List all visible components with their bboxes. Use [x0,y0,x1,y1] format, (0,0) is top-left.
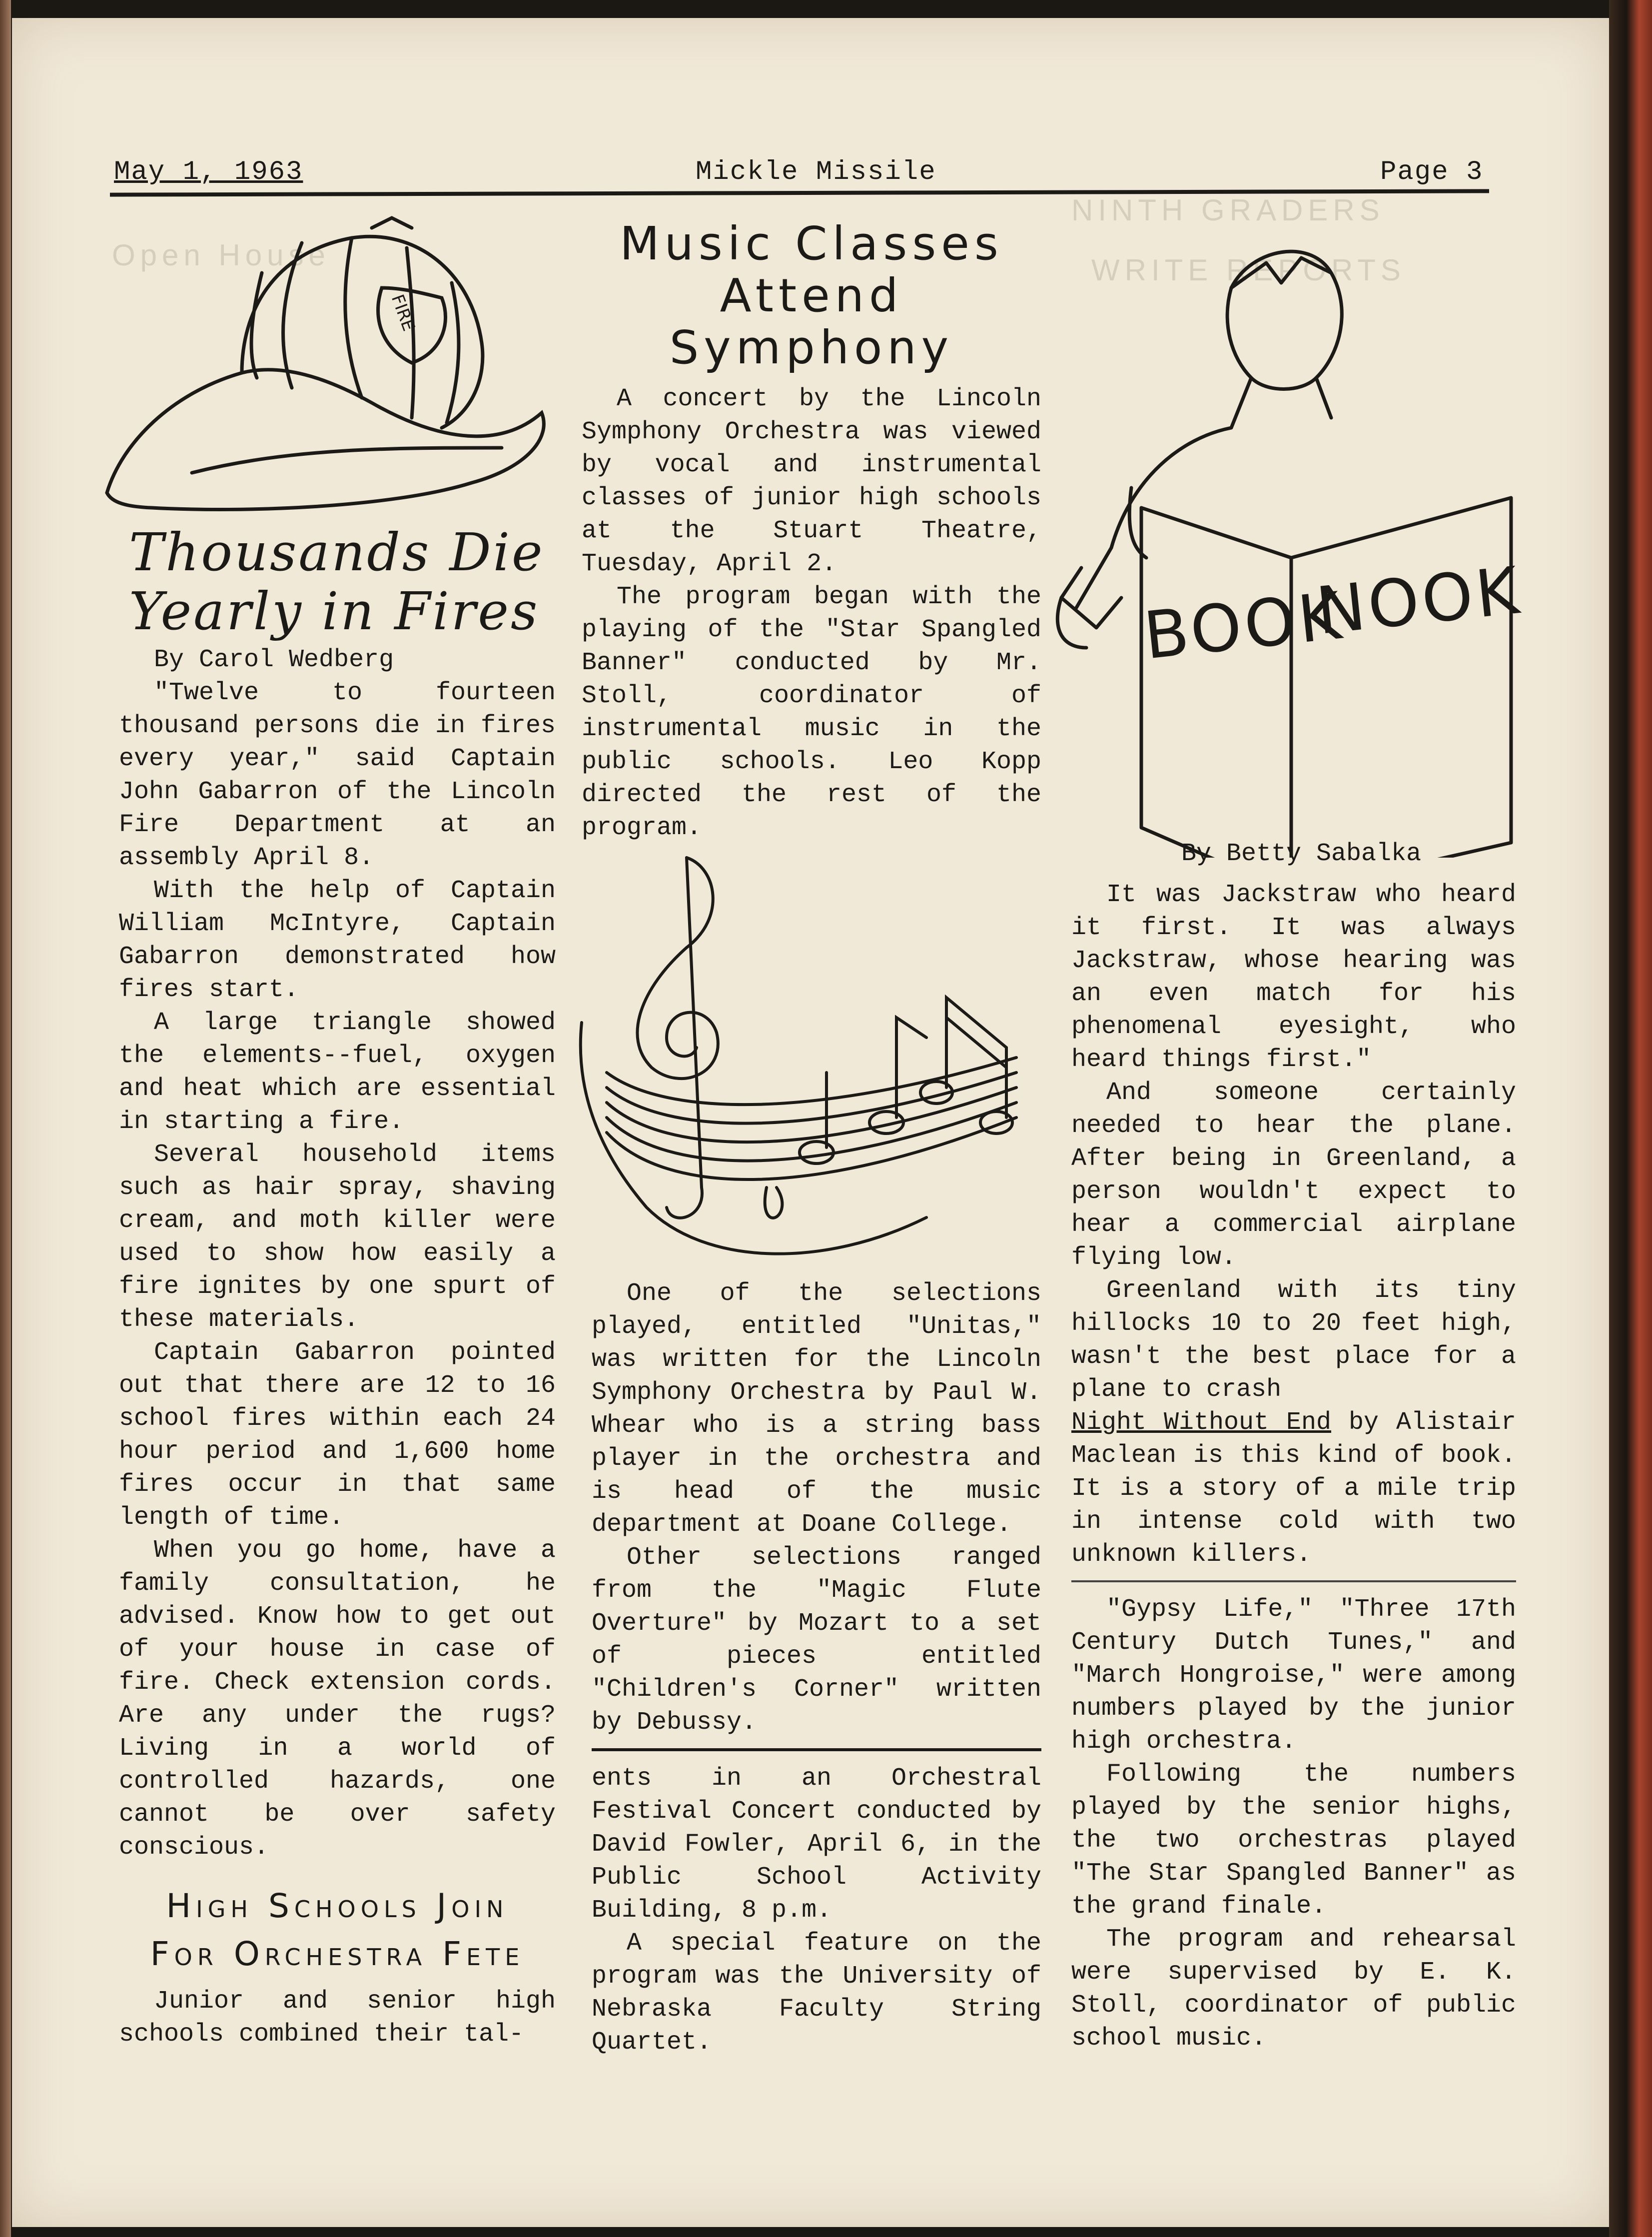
issue-date: May 1, 1963 [114,157,303,187]
helmet-label: FIRE [387,292,419,334]
fete-continuation-2: A special feature on the program was the University of Nebraska Faculty String Quartet. [592,1929,1041,2057]
paper-title: Mickle Missile [696,157,936,187]
book-sign-word-2: NOOK [1313,552,1525,650]
fete-headline-line2: For Orchestra Fete [150,1935,525,1973]
fires-paragraph-2: With the help of Captain William McIntyre, Captain Gabarron demonstrated how fires start. [119,877,556,1004]
fires-paragraph-5: Captain Gabarron pointed out that there are 12 to 16 school fires within each 24 hour period and 1,600 home fires occur in that same length of time. [119,1338,556,1532]
fire-helmet-illustration [92,213,562,513]
fires-headline-line1: Thousands Die [129,522,545,583]
symphony-paragraph-2: The program began with the playing of the "Star Spangled Banner" conducted by Mr. Stoll, coordinator of instrumental music in the public schools. Leo Kopp directed the rest of the program. [582,583,1041,842]
section-divider [592,1748,1041,1751]
page-edge-right [1609,0,1652,2237]
fete-continuation-1: ents in an Orchestral Festival Concert conducted by David Fowler, April 6, in the Public School Activity Building, 8 p.m. [592,1764,1041,1925]
book-paragraph-2: And someone certainly needed to hear the plane. After being in Greenland, a person wouldn't expect to hear a commercial airplane flying low. [1071,1079,1516,1272]
book-paragraph-3: Greenland with its tiny hillocks 10 to 20 feet high, wasn't the best place for a plane to crash [1071,1276,1516,1404]
column-2 [582,218,1041,845]
orchestra-cont-paragraph-3: The program and rehearsal were supervised by E. K. Stoll, coordinator of public school music. [1071,1925,1516,2053]
column-3 [1071,838,1516,2055]
fete-headline-line1: High Schools Join [166,1887,509,1925]
book-paragraph-4 [1071,1406,1516,1571]
fires-headline-line2: Yearly in Fires [129,581,540,642]
book-paragraph-1: It was Jackstraw who heard it first. It was always Jackstraw, whose hearing was an even match for his phenomenal eyesight, who heard things first." [1071,881,1516,1074]
fires-byline: By Carol Wedberg [154,646,394,674]
book-title: Night Without End [1071,1408,1332,1437]
symphony-headline-line1: Music Classes [620,217,1003,270]
page-header [101,147,1490,192]
bleed-heading-1: NINTH GRADERS [1071,193,1385,227]
music-notes-illustration [567,838,1066,1287]
page-number: Page 3 [1380,157,1484,187]
column-2-bottom [592,1277,1041,2059]
symphony-paragraph-4: Other selections ranged from the "Magic Flute Overture" by Mozart to a set of pieces entitled "Children's Corner" written by Debussy. [592,1543,1041,1737]
orchestra-cont-paragraph-1: "Gypsy Life," "Three 17th Century Dutch Tunes," and "March Hongroise," were among numbers played by the junior high orchestra. [1071,1595,1516,1756]
newspaper-page [12,18,1609,2227]
book-sign-word-1: BOOK [1140,577,1348,674]
book-byline: By Betty Sabalka [1181,840,1422,868]
binding-edge [0,0,11,2237]
orchestra-cont-paragraph-2: Following the numbers played by the senior highs, the two orchestras played "The Star Spangled Banner" as the grand finale. [1071,1760,1516,1921]
symphony-paragraph-1: A concert by the Lincoln Symphony Orchestra was viewed by vocal and instrumental classes of junior high schools at the Stuart Theatre, Tuesday, April 2. [582,385,1041,578]
fires-paragraph-1: "Twelve to fourteen thousand persons die in fires every year," said Captain John Gabarron of the Lincoln Fire Department at an assembly April 8. [119,679,556,872]
book-closing: by Alistair Maclean is this kind of book. It is a story of a mile trip in intense cold with two unknown killers. [1071,1408,1516,1569]
fires-paragraph-4: Several household items such as hair spray, shaving cream, and moth killer were used to show how easily a fire ignites by one spurt of these materials. [119,1140,556,1334]
fete-paragraph-start: Junior and senior high schools combined their tal- [119,1987,556,2049]
symphony-paragraph-3: One of the selections played, entitled "Unitas," was written for the Lincoln Symphony Orchestra by Paul W. Whear who is a string bass player in the orchestra and is head of the music department at Doane College. [592,1279,1041,1539]
fires-paragraph-6: When you go home, have a family consultation, he advised. Know how to get out of your house in case of fire. Check extension cords. Are any under the rugs? Living in a world of controlled hazards, one cannot be over safety conscious. [119,1536,556,1862]
fires-paragraph-3: A large triangle showed the elements--fuel, oxygen and heat which are essential in starting a fire. [119,1009,556,1136]
book-nook-illustration [1031,228,1531,858]
section-divider-2 [1071,1580,1516,1582]
column-1 [119,523,556,2051]
bleed-heading-2: WRITE REPORTS [1091,253,1406,287]
bleed-heading-3: Open House [112,238,330,272]
symphony-headline-line2: Attend Symphony [669,269,954,374]
